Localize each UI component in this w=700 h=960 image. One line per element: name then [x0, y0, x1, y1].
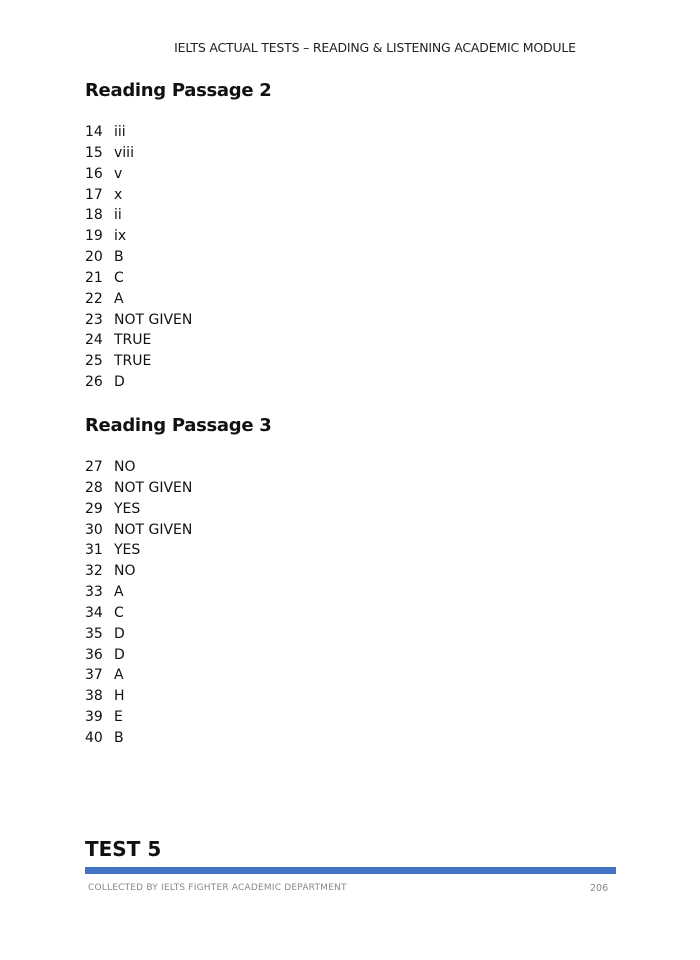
answer-item [85, 143, 192, 164]
question-number: 32 [85, 563, 103, 580]
footer-text: COLLECTED BY IELTS FIGHTER ACADEMIC DEPARTMENT [88, 883, 347, 893]
answer-item [85, 603, 192, 624]
question-number: 34 [85, 604, 103, 621]
question-number: 29 [85, 500, 103, 517]
question-number: 36 [85, 646, 103, 663]
answer-value: D [114, 374, 125, 391]
question-number: 21 [85, 269, 103, 286]
question-number: 31 [85, 542, 103, 559]
question-number: 30 [85, 521, 103, 538]
answer-item [85, 351, 192, 372]
answer-value: D [114, 625, 125, 642]
answer-item [85, 561, 192, 582]
answer-item [85, 478, 192, 499]
answer-value: B [114, 729, 124, 746]
question-number: 27 [85, 459, 103, 475]
answer-value: x [114, 186, 123, 203]
question-number: 23 [85, 311, 103, 328]
answer-value: v [114, 165, 123, 182]
question-number: 22 [85, 290, 103, 307]
answer-list-passage-2 [85, 122, 192, 393]
question-number: 39 [85, 709, 103, 726]
page-number: 206 [590, 883, 609, 894]
question-number: 35 [85, 625, 103, 642]
answer-item [85, 330, 192, 351]
answer-value: NO [114, 459, 136, 475]
answer-item [85, 310, 192, 331]
answer-item [85, 665, 192, 686]
running-header: IELTS ACTUAL TESTS – READING & LISTENING ACADEMIC MODULE [174, 40, 576, 55]
answer-list-passage-3 [85, 457, 192, 749]
answer-item [85, 226, 192, 247]
answer-item [85, 247, 192, 268]
answer-item [85, 122, 192, 143]
test-heading: TEST 5 [85, 837, 162, 861]
answer-value: NOT GIVEN [114, 311, 193, 328]
answer-value: iii [114, 124, 126, 140]
answer-item [85, 540, 192, 561]
answer-value: YES [114, 542, 141, 559]
answer-value: H [114, 688, 125, 705]
answer-value: D [114, 646, 125, 663]
answer-item [85, 624, 192, 645]
answer-item [85, 372, 192, 393]
answer-item [85, 268, 192, 289]
question-number: 33 [85, 584, 103, 601]
answer-item [85, 582, 192, 603]
answer-value: C [114, 604, 124, 621]
answer-item [85, 164, 192, 185]
question-number: 37 [85, 667, 103, 684]
question-number: 24 [85, 332, 103, 349]
answer-value: NOT GIVEN [114, 479, 193, 496]
question-number: 20 [85, 249, 103, 266]
question-number: 38 [85, 688, 103, 705]
answer-value: NO [114, 563, 136, 580]
question-number: 18 [85, 207, 103, 224]
question-number: 17 [85, 186, 103, 203]
answer-value: YES [114, 500, 141, 517]
answer-value: viii [114, 144, 134, 161]
question-number: 14 [85, 124, 103, 140]
answer-item [85, 686, 192, 707]
question-number: 19 [85, 228, 103, 245]
answer-value: A [114, 290, 124, 307]
section-title-passage-2: Reading Passage 2 [85, 80, 272, 101]
accent-divider-bar [85, 867, 616, 874]
question-number: 28 [85, 479, 103, 496]
answer-item [85, 728, 192, 749]
answer-item [85, 707, 192, 728]
question-number: 15 [85, 144, 103, 161]
answer-value: C [114, 269, 124, 286]
question-number: 40 [85, 729, 103, 746]
answer-value: ii [114, 207, 122, 224]
answer-value: ix [114, 228, 127, 245]
answer-item [85, 185, 192, 206]
answer-value: TRUE [114, 332, 152, 349]
answer-value: A [114, 584, 124, 601]
answer-item [85, 457, 192, 478]
answer-item [85, 205, 192, 226]
question-number: 25 [85, 353, 103, 370]
section-title-passage-3: Reading Passage 3 [85, 415, 272, 436]
answer-item [85, 289, 192, 310]
answer-value: TRUE [114, 353, 152, 370]
answer-value: B [114, 249, 124, 266]
answer-item [85, 645, 192, 666]
answer-value: A [114, 667, 124, 684]
answer-item [85, 499, 192, 520]
question-number: 16 [85, 165, 103, 182]
question-number: 26 [85, 374, 103, 391]
answer-value: NOT GIVEN [114, 521, 193, 538]
answer-value: E [114, 709, 123, 726]
answer-item [85, 520, 192, 541]
